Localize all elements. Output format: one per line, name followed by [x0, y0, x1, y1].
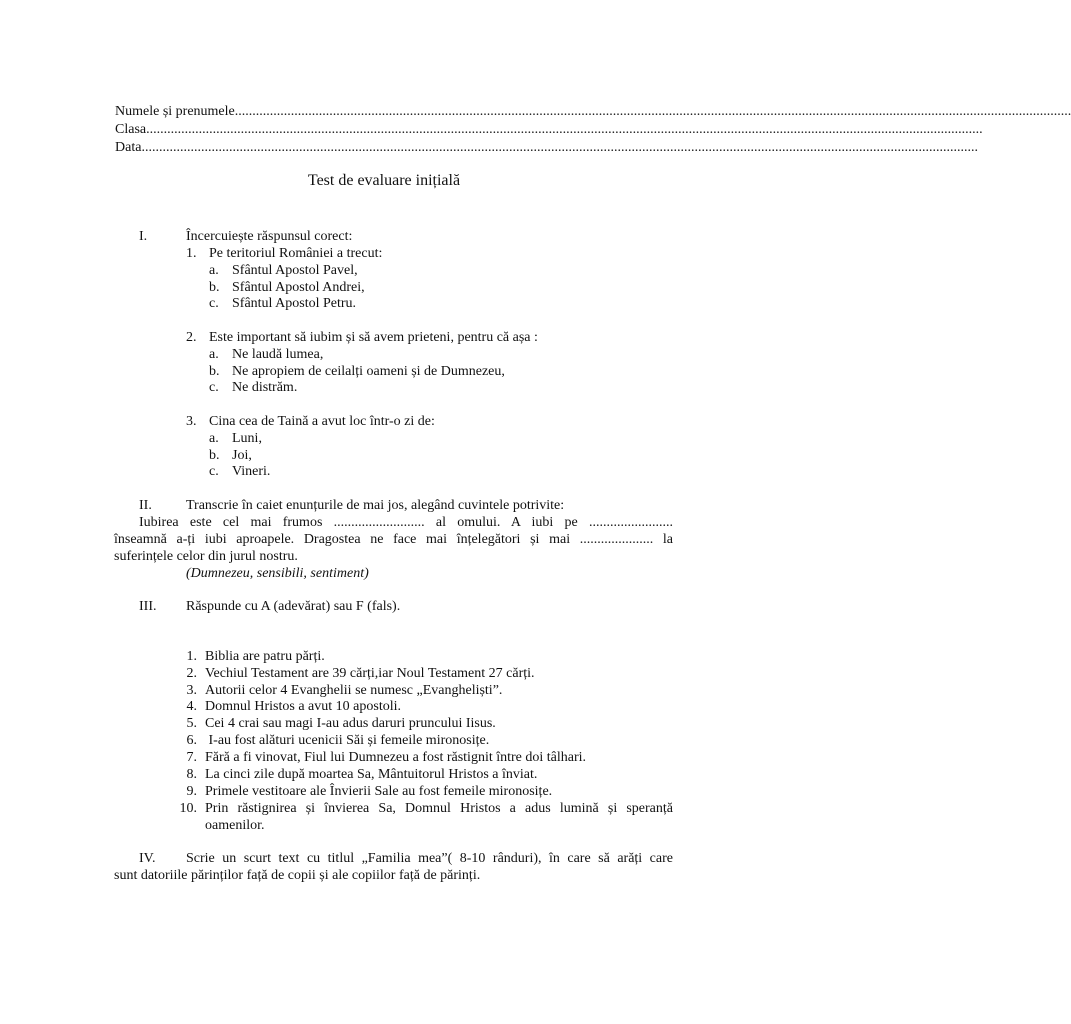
item-number: 5. [186, 716, 197, 731]
option-text: Ne distrăm. [232, 380, 298, 395]
item-text: Cei 4 crai sau magi I-au adus daruri pruncului Iisus. [205, 716, 496, 731]
section1-numeral: I. [139, 229, 148, 244]
list-item [174, 648, 325, 665]
item-number: 10. [179, 801, 197, 816]
option-text: Ne laudă lumea, [232, 347, 324, 362]
question-text: Pe teritoriul României a trecut: [209, 246, 383, 261]
option-letter: a. [209, 347, 219, 362]
option-letter: b. [209, 448, 220, 463]
section2-numeral: II. [139, 498, 152, 513]
item-text: Prin răstignirea și învierea Sa, Domnul Hristos a adus lumină și speranță [205, 801, 673, 816]
class-label: Clasa [115, 122, 147, 137]
list-item [174, 665, 535, 682]
option-letter: c. [209, 380, 219, 395]
item-number: 4. [186, 699, 197, 714]
option-text: Sfântul Apostol Petru. [232, 296, 357, 311]
list-item-continuation: oamenilor. [205, 818, 265, 833]
question-text: Cina cea de Taină a avut loc într-o zi de: [209, 414, 435, 429]
list-item [174, 749, 586, 766]
list-item [174, 698, 401, 715]
list-item [174, 682, 502, 699]
list-item [174, 732, 489, 749]
option-text: Vineri. [232, 464, 271, 479]
date-dots: ............................................................................................................................................................................................................................................... [141, 140, 978, 155]
section2-paragraph-line3: suferințele celor din jurul nostru. [114, 549, 298, 564]
item-number: 6. [186, 733, 197, 748]
item-text: La cinci zile după moartea Sa, Mântuitorul Hristos a înviat. [205, 767, 538, 782]
date-field [115, 139, 978, 156]
question-number: 3. [186, 414, 197, 429]
section3-instruction: Răspunde cu A (adevărat) sau F (fals). [186, 599, 401, 614]
item-text: Autorii celor 4 Evanghelii se numesc „Evangheliști”. [205, 683, 503, 698]
section2-paragraph-line1: Iubirea este cel mai frumos .......................... al omului. A iubi pe ........................ [139, 515, 673, 530]
item-text: Primele vestitoare ale Învierii Sale au fost femeile mironosițe. [205, 784, 553, 799]
list-item [174, 715, 496, 732]
option-letter: b. [209, 364, 220, 379]
item-number: 7. [186, 750, 197, 765]
list-item [174, 766, 537, 783]
list-item [174, 800, 673, 817]
option-text: Ne apropiem de ceilalți oameni și de Dumnezeu, [232, 364, 505, 379]
section4-numeral: IV. [139, 851, 156, 866]
class-dots: ............................................................................................................................................................................................................................................... [146, 122, 983, 137]
option-letter: c. [209, 464, 219, 479]
section2-instruction: Transcrie în caiet enunțurile de mai jos, alegând cuvintele potrivite: [186, 498, 565, 513]
item-text: Biblia are patru părți. [205, 649, 325, 664]
option-text: Sfântul Apostol Andrei, [232, 280, 365, 295]
name-field [115, 103, 1071, 120]
item-number: 3. [186, 683, 197, 698]
section4-line2: sunt datoriile părinților față de copii și ale copiilor față de părinți. [114, 868, 481, 883]
option-text: Sfântul Apostol Pavel, [232, 263, 358, 278]
option-letter: a. [209, 263, 219, 278]
section3-numeral: III. [139, 599, 157, 614]
section1-instruction: Încercuiește răspunsul corect: [186, 229, 353, 244]
item-text: I-au fost alături ucenicii Săi și femeile mironosițe. [205, 733, 490, 748]
section2-paragraph-line2: înseamnă a-ți iubi aproapele. Dragostea ne face mai înțelegători și mai ..................... la [114, 532, 673, 547]
option-text: Luni, [232, 431, 262, 446]
item-number: 9. [186, 784, 197, 799]
page-title: Test de evaluare inițială [307, 172, 461, 189]
item-number: 2. [186, 666, 197, 681]
item-number: 8. [186, 767, 197, 782]
item-number: 1. [186, 649, 197, 664]
class-field [115, 121, 983, 138]
option-letter: c. [209, 296, 219, 311]
item-text: Domnul Hristos a avut 10 apostoli. [205, 699, 401, 714]
option-letter: a. [209, 431, 219, 446]
section2-hint: (Dumnezeu, sensibili, sentiment) [186, 566, 369, 581]
list-item [174, 783, 552, 800]
section4-line1: Scrie un scurt text cu titlul „Familia mea”( 8-10 rânduri), în care să arăți care [186, 851, 673, 866]
item-text: Vechiul Testament are 39 cărți,iar Noul Testament 27 cărți. [205, 666, 535, 681]
question-number: 2. [186, 330, 197, 345]
question-number: 1. [186, 246, 197, 261]
name-label: Numele și prenumele [115, 104, 235, 119]
question-text: Este important să iubim și să avem prieteni, pentru că așa : [209, 330, 538, 345]
option-text: Joi, [232, 448, 252, 463]
item-text: Fără a fi vinovat, Fiul lui Dumnezeu a fost răstignit între doi tâlhari. [205, 750, 587, 765]
name-dots: ............................................................................................................................................................................................................................................... [234, 104, 1071, 119]
option-letter: b. [209, 280, 220, 295]
date-label: Data [115, 140, 142, 155]
